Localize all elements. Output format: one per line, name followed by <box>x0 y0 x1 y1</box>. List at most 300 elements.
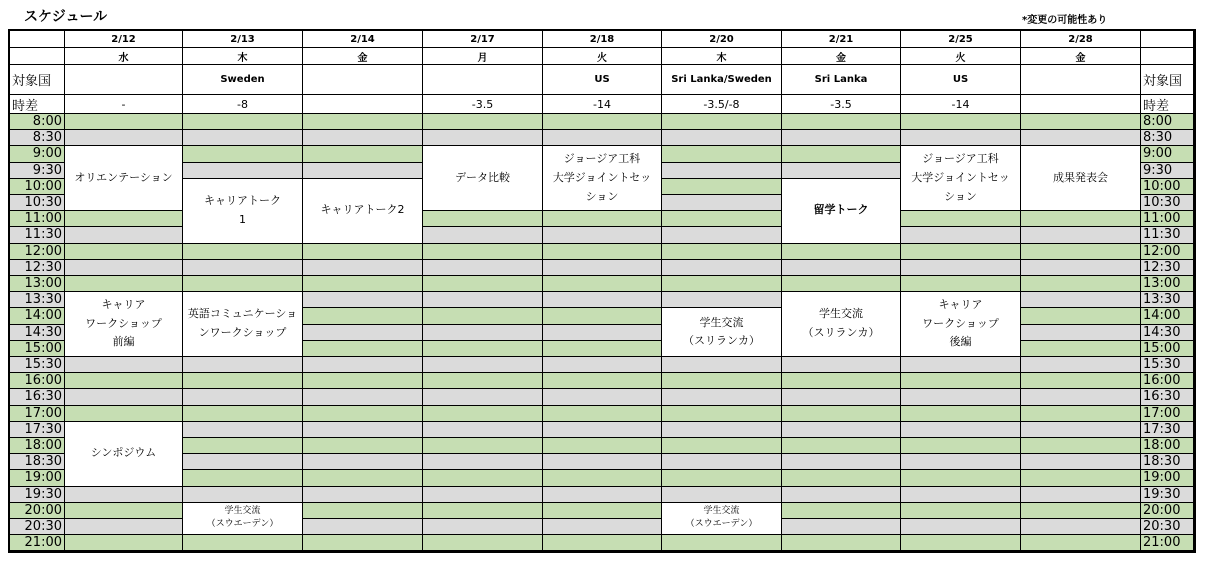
time-slot[interactable] <box>183 130 303 146</box>
time-label-right: 15:30 <box>1141 357 1194 373</box>
time-label-right: 20:00 <box>1141 503 1194 519</box>
time-slot[interactable] <box>543 373 662 389</box>
time-slot[interactable] <box>662 195 782 211</box>
time-slot[interactable] <box>303 389 423 405</box>
time-slot[interactable] <box>543 114 662 130</box>
time-slot[interactable] <box>1021 470 1141 486</box>
time-slot[interactable] <box>183 389 303 405</box>
time-slot[interactable] <box>1021 308 1141 324</box>
time-label: 21:00 <box>10 535 65 551</box>
time-slot[interactable] <box>1021 211 1141 227</box>
time-slot[interactable] <box>183 487 303 503</box>
time-slot[interactable] <box>1021 130 1141 146</box>
row-title-empty <box>10 31 65 48</box>
time-label-right: 10:30 <box>1141 195 1194 211</box>
time-slot[interactable] <box>782 146 901 162</box>
time-slot[interactable] <box>423 470 543 486</box>
row-title-timediff: 時差 <box>10 95 65 114</box>
time-slot[interactable] <box>543 130 662 146</box>
time-slot[interactable] <box>1021 325 1141 341</box>
time-slot[interactable] <box>303 422 423 438</box>
time-slot[interactable] <box>901 227 1021 243</box>
country-cell <box>423 65 543 95</box>
time-slot[interactable] <box>901 438 1021 454</box>
time-slot[interactable] <box>543 308 662 324</box>
event-block[interactable]: 留学トーク <box>782 179 901 244</box>
date-cell: 2/12 <box>65 31 183 48</box>
time-slot[interactable] <box>303 535 423 551</box>
event-block[interactable]: ジョージア工科 大学ジョイントセッ ション <box>543 146 662 211</box>
time-slot[interactable] <box>423 211 543 227</box>
time-slot[interactable] <box>543 503 662 519</box>
time-slot[interactable] <box>183 406 303 422</box>
time-slot[interactable] <box>901 487 1021 503</box>
time-label-right: 13:00 <box>1141 276 1194 292</box>
time-label-right: 17:30 <box>1141 422 1194 438</box>
time-slot[interactable] <box>65 519 183 535</box>
time-slot[interactable] <box>303 487 423 503</box>
time-label-right: 14:30 <box>1141 325 1194 341</box>
time-label-right: 10:00 <box>1141 179 1194 195</box>
time-slot[interactable] <box>543 519 662 535</box>
time-slot[interactable] <box>1021 276 1141 292</box>
date-cell: 2/17 <box>423 31 543 48</box>
time-label-right: 11:00 <box>1141 211 1194 227</box>
time-slot[interactable] <box>1021 341 1141 357</box>
time-slot[interactable] <box>662 211 782 227</box>
time-slot[interactable] <box>183 438 303 454</box>
time-slot[interactable] <box>65 406 183 422</box>
time-slot[interactable] <box>423 422 543 438</box>
date-cell: 2/28 <box>1021 31 1141 48</box>
time-slot[interactable] <box>901 519 1021 535</box>
weekday-cell: 金 <box>303 48 423 65</box>
weekday-cell: 木 <box>183 48 303 65</box>
time-slot[interactable] <box>543 276 662 292</box>
timediff-cell: - <box>65 95 183 114</box>
time-slot[interactable] <box>303 114 423 130</box>
time-slot[interactable] <box>423 519 543 535</box>
time-slot[interactable] <box>1021 114 1141 130</box>
event-block[interactable]: 学生交流 （スウエーデン） <box>662 503 782 535</box>
timediff-cell: -3.5 <box>782 95 901 114</box>
weekday-cell: 火 <box>543 48 662 65</box>
time-label-right: 8:00 <box>1141 114 1194 130</box>
time-label-right: 15:00 <box>1141 341 1194 357</box>
time-label: 14:30 <box>10 325 65 341</box>
time-slot[interactable] <box>662 163 782 179</box>
event-block[interactable]: キャリアトーク 1 <box>183 179 303 244</box>
event-block[interactable]: 学生交流 （スリランカ） <box>662 308 782 357</box>
timediff-cell <box>1021 95 1141 114</box>
time-slot[interactable] <box>543 422 662 438</box>
timediff-cell: -14 <box>901 95 1021 114</box>
row-title-empty-right <box>1141 31 1194 48</box>
time-slot[interactable] <box>901 389 1021 405</box>
time-slot[interactable] <box>65 535 183 551</box>
timediff-cell: -3.5 <box>423 95 543 114</box>
time-slot[interactable] <box>1021 519 1141 535</box>
time-label-right: 8:30 <box>1141 130 1194 146</box>
time-slot[interactable] <box>782 260 901 276</box>
time-slot[interactable] <box>543 487 662 503</box>
time-slot[interactable] <box>662 535 782 551</box>
time-slot[interactable] <box>901 406 1021 422</box>
time-slot[interactable] <box>901 535 1021 551</box>
date-cell: 2/20 <box>662 31 782 48</box>
time-label-right: 21:00 <box>1141 535 1194 551</box>
time-slot[interactable] <box>65 487 183 503</box>
event-block[interactable]: 英語コミュニケーショ ンワークショップ <box>183 292 303 357</box>
time-slot[interactable] <box>303 470 423 486</box>
time-label: 19:30 <box>10 487 65 503</box>
time-label-right: 17:00 <box>1141 406 1194 422</box>
time-slot[interactable] <box>543 244 662 260</box>
time-slot[interactable] <box>303 292 423 308</box>
time-label-right: 19:30 <box>1141 487 1194 503</box>
time-slot[interactable] <box>901 244 1021 260</box>
time-slot[interactable] <box>183 373 303 389</box>
time-slot[interactable] <box>183 454 303 470</box>
time-slot[interactable] <box>543 470 662 486</box>
time-label-right: 20:30 <box>1141 519 1194 535</box>
time-slot[interactable] <box>662 422 782 438</box>
time-slot[interactable] <box>543 454 662 470</box>
time-slot[interactable] <box>782 357 901 373</box>
timediff-cell: -8 <box>183 95 303 114</box>
time-slot[interactable] <box>782 130 901 146</box>
time-slot[interactable] <box>423 325 543 341</box>
time-label: 15:30 <box>10 357 65 373</box>
time-slot[interactable] <box>543 227 662 243</box>
weekday-cell: 木 <box>662 48 782 65</box>
time-slot[interactable] <box>543 292 662 308</box>
time-label: 14:00 <box>10 308 65 324</box>
time-slot[interactable] <box>543 211 662 227</box>
page-title: スケジュール <box>24 9 108 25</box>
time-slot[interactable] <box>1021 454 1141 470</box>
time-slot[interactable] <box>303 519 423 535</box>
time-slot[interactable] <box>662 454 782 470</box>
time-slot[interactable] <box>183 276 303 292</box>
weekday-cell: 火 <box>901 48 1021 65</box>
time-slot[interactable] <box>183 470 303 486</box>
time-slot[interactable] <box>423 341 543 357</box>
time-slot[interactable] <box>423 373 543 389</box>
time-slot[interactable] <box>1021 438 1141 454</box>
time-slot[interactable] <box>423 487 543 503</box>
time-label: 13:30 <box>10 292 65 308</box>
time-slot[interactable] <box>303 130 423 146</box>
row-title-empty <box>10 48 65 65</box>
time-slot[interactable] <box>1021 535 1141 551</box>
time-slot[interactable] <box>1021 503 1141 519</box>
country-cell: Sri Lanka <box>782 65 901 95</box>
time-slot[interactable] <box>901 454 1021 470</box>
time-slot[interactable] <box>543 389 662 405</box>
time-slot[interactable] <box>183 163 303 179</box>
time-slot[interactable] <box>901 373 1021 389</box>
time-slot[interactable] <box>901 503 1021 519</box>
time-slot[interactable] <box>662 373 782 389</box>
date-cell: 2/14 <box>303 31 423 48</box>
time-slot[interactable] <box>782 438 901 454</box>
time-slot[interactable] <box>1021 244 1141 260</box>
event-block[interactable]: シンポジウム <box>65 422 183 487</box>
time-slot[interactable] <box>662 292 782 308</box>
time-label-right: 16:30 <box>1141 389 1194 405</box>
time-label: 10:30 <box>10 195 65 211</box>
time-slot[interactable] <box>543 325 662 341</box>
time-slot[interactable] <box>303 308 423 324</box>
time-slot[interactable] <box>183 114 303 130</box>
row-title-country: 対象国 <box>10 65 65 95</box>
time-slot[interactable] <box>423 114 543 130</box>
time-slot[interactable] <box>303 325 423 341</box>
time-slot[interactable] <box>662 227 782 243</box>
country-cell: US <box>543 65 662 95</box>
time-slot[interactable] <box>901 422 1021 438</box>
time-slot[interactable] <box>303 276 423 292</box>
date-cell: 2/18 <box>543 31 662 48</box>
time-label-right: 11:30 <box>1141 227 1194 243</box>
time-slot[interactable] <box>662 130 782 146</box>
time-slot[interactable] <box>303 373 423 389</box>
time-slot[interactable] <box>901 114 1021 130</box>
time-slot[interactable] <box>901 470 1021 486</box>
time-slot[interactable] <box>423 244 543 260</box>
time-slot[interactable] <box>1021 357 1141 373</box>
time-slot[interactable] <box>65 389 183 405</box>
time-slot[interactable] <box>423 292 543 308</box>
time-slot[interactable] <box>782 422 901 438</box>
time-label: 16:30 <box>10 389 65 405</box>
time-label-right: 12:30 <box>1141 260 1194 276</box>
time-label: 15:00 <box>10 341 65 357</box>
time-slot[interactable] <box>303 357 423 373</box>
timediff-cell <box>303 95 423 114</box>
time-slot[interactable] <box>65 357 183 373</box>
time-slot[interactable] <box>1021 292 1141 308</box>
time-slot[interactable] <box>303 163 423 179</box>
time-label-right: 19:00 <box>1141 470 1194 486</box>
event-block[interactable]: オリエンテーション <box>65 146 183 211</box>
time-slot[interactable] <box>662 406 782 422</box>
time-label: 10:00 <box>10 179 65 195</box>
time-slot[interactable] <box>782 535 901 551</box>
time-slot[interactable] <box>543 535 662 551</box>
time-slot[interactable] <box>303 341 423 357</box>
country-cell <box>1021 65 1141 95</box>
time-slot[interactable] <box>303 438 423 454</box>
time-slot[interactable] <box>303 406 423 422</box>
time-label: 9:30 <box>10 163 65 179</box>
time-label: 12:30 <box>10 260 65 276</box>
time-label-right: 18:00 <box>1141 438 1194 454</box>
time-label: 11:30 <box>10 227 65 243</box>
time-slot[interactable] <box>543 406 662 422</box>
event-block[interactable]: 学生交流 （スウエーデン） <box>183 503 303 535</box>
time-slot[interactable] <box>423 503 543 519</box>
time-slot[interactable] <box>1021 389 1141 405</box>
time-slot[interactable] <box>423 276 543 292</box>
time-label: 12:00 <box>10 244 65 260</box>
time-slot[interactable] <box>782 487 901 503</box>
time-slot[interactable] <box>183 260 303 276</box>
time-slot[interactable] <box>303 454 423 470</box>
time-slot[interactable] <box>901 130 1021 146</box>
time-slot[interactable] <box>901 357 1021 373</box>
time-slot[interactable] <box>65 373 183 389</box>
time-slot[interactable] <box>423 438 543 454</box>
time-slot[interactable] <box>543 341 662 357</box>
time-label: 17:30 <box>10 422 65 438</box>
time-slot[interactable] <box>303 146 423 162</box>
date-cell: 2/21 <box>782 31 901 48</box>
time-slot[interactable] <box>782 503 901 519</box>
time-slot[interactable] <box>423 454 543 470</box>
time-slot[interactable] <box>782 519 901 535</box>
event-block[interactable]: 学生交流 （スリランカ） <box>782 292 901 357</box>
time-slot[interactable] <box>423 406 543 422</box>
weekday-cell: 月 <box>423 48 543 65</box>
time-slot[interactable] <box>662 438 782 454</box>
time-label: 16:00 <box>10 373 65 389</box>
time-slot[interactable] <box>65 130 183 146</box>
time-slot[interactable] <box>423 227 543 243</box>
time-slot[interactable] <box>662 179 782 195</box>
time-slot[interactable] <box>183 244 303 260</box>
time-label-right: 14:00 <box>1141 308 1194 324</box>
time-slot[interactable] <box>543 260 662 276</box>
time-slot[interactable] <box>65 211 183 227</box>
time-slot[interactable] <box>65 244 183 260</box>
time-label-right: 9:30 <box>1141 163 1194 179</box>
time-slot[interactable] <box>1021 422 1141 438</box>
time-label-right: 13:30 <box>1141 292 1194 308</box>
time-slot[interactable] <box>662 114 782 130</box>
time-slot[interactable] <box>1021 260 1141 276</box>
time-slot[interactable] <box>662 244 782 260</box>
time-label-right: 9:00 <box>1141 146 1194 162</box>
time-slot[interactable] <box>543 357 662 373</box>
time-slot[interactable] <box>65 276 183 292</box>
weekday-cell: 水 <box>65 48 183 65</box>
time-slot[interactable] <box>423 308 543 324</box>
time-label: 8:30 <box>10 130 65 146</box>
row-title-country-right: 対象国 <box>1141 65 1194 95</box>
time-slot[interactable] <box>65 260 183 276</box>
time-slot[interactable] <box>782 389 901 405</box>
time-slot[interactable] <box>303 244 423 260</box>
time-label: 9:00 <box>10 146 65 162</box>
time-slot[interactable] <box>901 260 1021 276</box>
time-slot[interactable] <box>303 260 423 276</box>
time-slot[interactable] <box>423 130 543 146</box>
time-slot[interactable] <box>1021 487 1141 503</box>
time-slot[interactable] <box>1021 227 1141 243</box>
timediff-cell: -14 <box>543 95 662 114</box>
time-slot[interactable] <box>662 146 782 162</box>
time-label: 11:00 <box>10 211 65 227</box>
event-block[interactable]: キャリア ワークショップ 後編 <box>901 292 1021 357</box>
time-label: 18:00 <box>10 438 65 454</box>
country-cell: US <box>901 65 1021 95</box>
event-block[interactable]: データ比較 <box>423 146 543 211</box>
time-slot[interactable] <box>543 438 662 454</box>
change-note: *変更の可能性あり <box>1022 15 1108 26</box>
time-slot[interactable] <box>782 470 901 486</box>
country-cell: Sweden <box>183 65 303 95</box>
time-slot[interactable] <box>782 276 901 292</box>
time-slot[interactable] <box>183 535 303 551</box>
time-slot[interactable] <box>303 503 423 519</box>
time-slot[interactable] <box>901 276 1021 292</box>
time-slot[interactable] <box>662 357 782 373</box>
event-block[interactable]: キャリアトーク2 <box>303 179 423 244</box>
time-slot[interactable] <box>782 244 901 260</box>
time-slot[interactable] <box>423 357 543 373</box>
time-slot[interactable] <box>901 211 1021 227</box>
time-slot[interactable] <box>1021 406 1141 422</box>
country-cell: Sri Lanka/Sweden <box>662 65 782 95</box>
time-label: 13:00 <box>10 276 65 292</box>
time-slot[interactable] <box>65 114 183 130</box>
time-slot[interactable] <box>423 535 543 551</box>
time-slot[interactable] <box>782 406 901 422</box>
time-slot[interactable] <box>65 503 183 519</box>
row-title-timediff-right: 時差 <box>1141 95 1194 114</box>
time-slot[interactable] <box>782 373 901 389</box>
timediff-cell: -3.5/-8 <box>662 95 782 114</box>
country-cell <box>65 65 183 95</box>
time-label: 20:00 <box>10 503 65 519</box>
time-slot[interactable] <box>423 389 543 405</box>
event-block[interactable]: 成果発表会 <box>1021 146 1141 211</box>
row-title-empty-right <box>1141 48 1194 65</box>
time-slot[interactable] <box>183 146 303 162</box>
time-label: 20:30 <box>10 519 65 535</box>
time-label: 17:00 <box>10 406 65 422</box>
time-label-right: 18:30 <box>1141 454 1194 470</box>
date-cell: 2/13 <box>183 31 303 48</box>
time-label-right: 16:00 <box>1141 373 1194 389</box>
time-label: 8:00 <box>10 114 65 130</box>
time-slot[interactable] <box>782 454 901 470</box>
time-label: 19:00 <box>10 470 65 486</box>
time-slot[interactable] <box>662 487 782 503</box>
event-block[interactable]: キャリア ワークショップ 前編 <box>65 292 183 357</box>
time-slot[interactable] <box>1021 373 1141 389</box>
time-label: 18:30 <box>10 454 65 470</box>
time-slot[interactable] <box>662 389 782 405</box>
event-block[interactable]: ジョージア工科 大学ジョイントセッ ション <box>901 146 1021 211</box>
country-cell <box>303 65 423 95</box>
time-slot[interactable] <box>662 470 782 486</box>
time-slot[interactable] <box>782 114 901 130</box>
time-slot[interactable] <box>423 260 543 276</box>
time-slot[interactable] <box>183 357 303 373</box>
schedule-table <box>10 31 1194 551</box>
time-slot[interactable] <box>662 260 782 276</box>
time-slot[interactable] <box>662 276 782 292</box>
time-slot[interactable] <box>183 422 303 438</box>
date-cell: 2/25 <box>901 31 1021 48</box>
time-slot[interactable] <box>782 163 901 179</box>
time-slot[interactable] <box>65 227 183 243</box>
weekday-cell: 金 <box>782 48 901 65</box>
weekday-cell: 金 <box>1021 48 1141 65</box>
